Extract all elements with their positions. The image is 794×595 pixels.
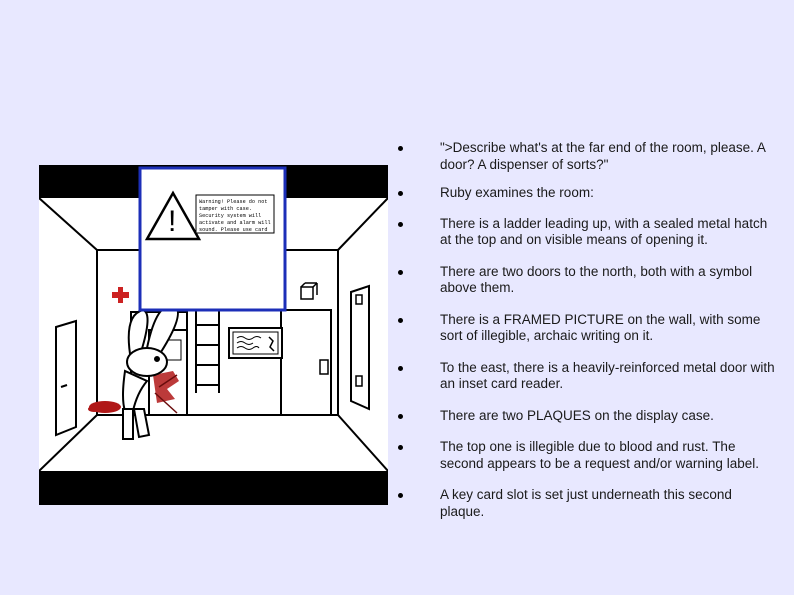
bullet-dot bbox=[398, 414, 403, 419]
list-item-text: To the east, there is a heavily-reinforced metal door with an inset card reader. bbox=[440, 359, 775, 391]
warning-line-3: Security system will bbox=[199, 213, 262, 219]
list-item bbox=[398, 408, 778, 425]
framed-picture bbox=[229, 328, 282, 358]
warning-line-1: Warning! Please do not bbox=[199, 199, 268, 205]
game-scene bbox=[39, 165, 388, 505]
list-item bbox=[398, 185, 778, 202]
list-item bbox=[398, 360, 778, 393]
bullet-dot bbox=[398, 191, 403, 196]
list-item bbox=[398, 264, 778, 297]
list-item-text: There is a ladder leading up, with a sealed metal hatch at the top and on visible means of opening it. bbox=[440, 215, 768, 247]
list-item-text: A key card slot is set just underneath this second plaque. bbox=[440, 487, 732, 519]
list-item-text: ">Describe what's at the far end of the room, please. A door? A dispenser of sorts?" bbox=[440, 140, 766, 172]
bullet-dot bbox=[398, 366, 403, 371]
west-door bbox=[56, 321, 76, 435]
door-card-reader bbox=[320, 360, 328, 374]
warning-symbol: ! bbox=[168, 205, 177, 238]
warning-line-4: activate and alarm will bbox=[199, 220, 271, 226]
list-item bbox=[398, 140, 778, 173]
narration-list bbox=[398, 140, 778, 520]
list-item-text: There are two doors to the north, both with a symbol above them. bbox=[440, 263, 753, 295]
list-item-text: The top one is illegible due to blood and rust. The second appears to be a request and/or warning label. bbox=[440, 439, 759, 471]
bullet-dot bbox=[398, 445, 403, 450]
east-reinforced-door bbox=[351, 286, 369, 409]
list-item bbox=[398, 487, 778, 520]
room-illustration bbox=[39, 165, 388, 505]
warning-line-5: sound. Please use card bbox=[199, 227, 268, 233]
bullet-dot bbox=[398, 270, 403, 275]
list-item bbox=[398, 439, 778, 472]
list-item bbox=[398, 312, 778, 345]
list-item bbox=[398, 216, 778, 249]
bullet-dot bbox=[398, 222, 403, 227]
bullet-dot bbox=[398, 318, 403, 323]
bullet-dot bbox=[398, 493, 403, 498]
warning-sign-inset bbox=[140, 168, 285, 310]
list-item-text: There are two PLAQUES on the display case. bbox=[440, 407, 714, 423]
list-item-text: There is a FRAMED PICTURE on the wall, with some sort of illegible, archaic writing on it. bbox=[440, 311, 761, 343]
bullet-dot bbox=[398, 146, 403, 151]
warning-line-2: tamper with case. bbox=[199, 206, 252, 212]
list-item-text: Ruby examines the room: bbox=[440, 185, 594, 200]
